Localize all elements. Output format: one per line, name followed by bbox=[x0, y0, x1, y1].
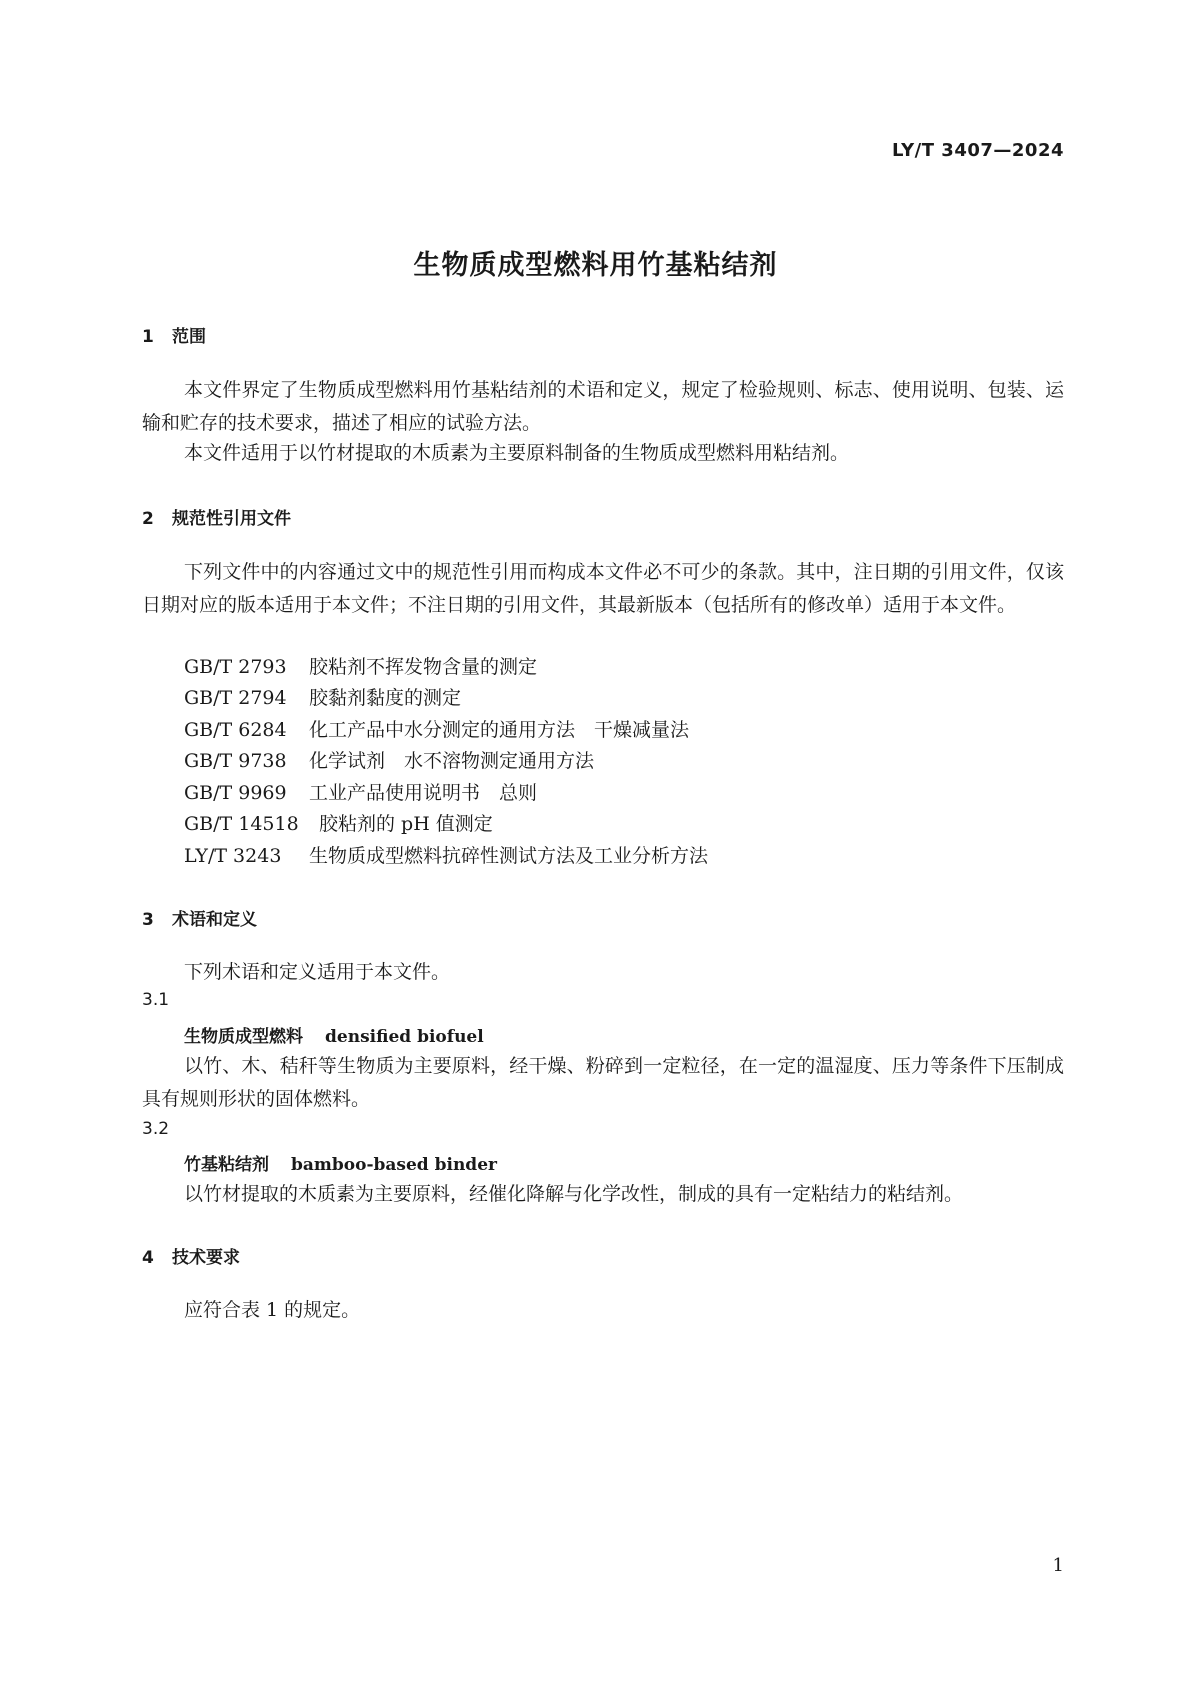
reference-title: 胶黏剂黏度的测定 bbox=[309, 687, 462, 709]
section-2-paragraph-1: 下列文件中的内容通过文中的规范性引用而构成本文件必不可少的条款。其中，注日期的引用文件，仅该日期对应的版本适用于本文件；不注日期的引用文件，其最新版本（包括所有的修改单）适用于本文件。 bbox=[142, 561, 1064, 616]
document-number: LY/T 3407—2024 bbox=[891, 140, 1064, 161]
term-heading bbox=[184, 1150, 497, 1175]
term-zh: 竹基粘结剂 bbox=[184, 1155, 269, 1175]
section-title: 术语和定义 bbox=[172, 910, 257, 930]
reference-code: GB/T 6284 bbox=[184, 719, 287, 741]
term-en: densified biofuel bbox=[325, 1027, 484, 1047]
section-number: 3 bbox=[142, 910, 154, 930]
section-3-intro: 下列术语和定义适用于本文件。 bbox=[184, 961, 451, 983]
section-1-heading bbox=[142, 322, 206, 347]
reference-item bbox=[184, 841, 708, 868]
section-4-paragraph-1: 应符合表 1 的规定。 bbox=[184, 1299, 361, 1321]
reference-item bbox=[184, 715, 689, 742]
reference-title: 生物质成型燃料抗碎性测试方法及工业分析方法 bbox=[309, 845, 709, 867]
reference-item bbox=[184, 652, 537, 679]
term-zh: 生物质成型燃料 bbox=[184, 1027, 303, 1047]
section-number: 4 bbox=[142, 1248, 154, 1268]
term-definition: 以竹材提取的木质素为主要原料，经催化降解与化学改性，制成的具有一定粘结力的粘结剂。 bbox=[184, 1183, 964, 1205]
section-3-heading bbox=[142, 905, 257, 930]
section-1-paragraph-1: 本文件界定了生物质成型燃料用竹基粘结剂的术语和定义，规定了检验规则、标志、使用说明、包装、运输和贮存的技术要求，描述了相应的试验方法。 bbox=[142, 379, 1064, 434]
reference-code: LY/T 3243 bbox=[184, 845, 282, 867]
page-number: 1 bbox=[1052, 1555, 1064, 1576]
term-definition: 以竹、木、秸秆等生物质为主要原料，经干燥、粉碎到一定粒径，在一定的温湿度、压力等条件下压制成具有规则形状的固体燃料。 bbox=[142, 1055, 1064, 1110]
term-heading bbox=[184, 1022, 484, 1047]
term-number: 3.1 bbox=[142, 990, 170, 1010]
section-title: 技术要求 bbox=[172, 1248, 240, 1268]
section-1-paragraph-2: 本文件适用于以竹材提取的木质素为主要原料制备的生物质成型燃料用粘结剂。 bbox=[184, 442, 850, 464]
section-number: 2 bbox=[142, 509, 154, 529]
section-number: 1 bbox=[142, 327, 154, 347]
section-4-heading bbox=[142, 1243, 240, 1268]
reference-title: 胶粘剂的 pH 值测定 bbox=[319, 813, 493, 835]
term-number: 3.2 bbox=[142, 1119, 170, 1139]
document-title: 生物质成型燃料用竹基粘结剂 bbox=[413, 250, 778, 281]
reference-title: 化学试剂 水不溶物测定通用方法 bbox=[309, 750, 595, 772]
reference-item bbox=[184, 746, 594, 773]
reference-item bbox=[184, 809, 493, 836]
reference-code: GB/T 9969 bbox=[184, 782, 287, 804]
reference-item bbox=[184, 683, 461, 710]
reference-code: GB/T 2793 bbox=[184, 656, 287, 678]
reference-title: 化工产品中水分测定的通用方法 干燥减量法 bbox=[309, 719, 690, 741]
section-title: 规范性引用文件 bbox=[172, 509, 291, 529]
reference-code: GB/T 9738 bbox=[184, 750, 287, 772]
reference-code: GB/T 14518 bbox=[184, 813, 299, 835]
term-en: bamboo-based binder bbox=[291, 1155, 497, 1175]
reference-item bbox=[184, 778, 537, 805]
reference-title: 胶粘剂不挥发物含量的测定 bbox=[309, 656, 538, 678]
section-2-heading bbox=[142, 504, 291, 529]
section-title: 范围 bbox=[172, 327, 206, 347]
reference-title: 工业产品使用说明书 总则 bbox=[309, 782, 538, 804]
reference-code: GB/T 2794 bbox=[184, 687, 287, 709]
